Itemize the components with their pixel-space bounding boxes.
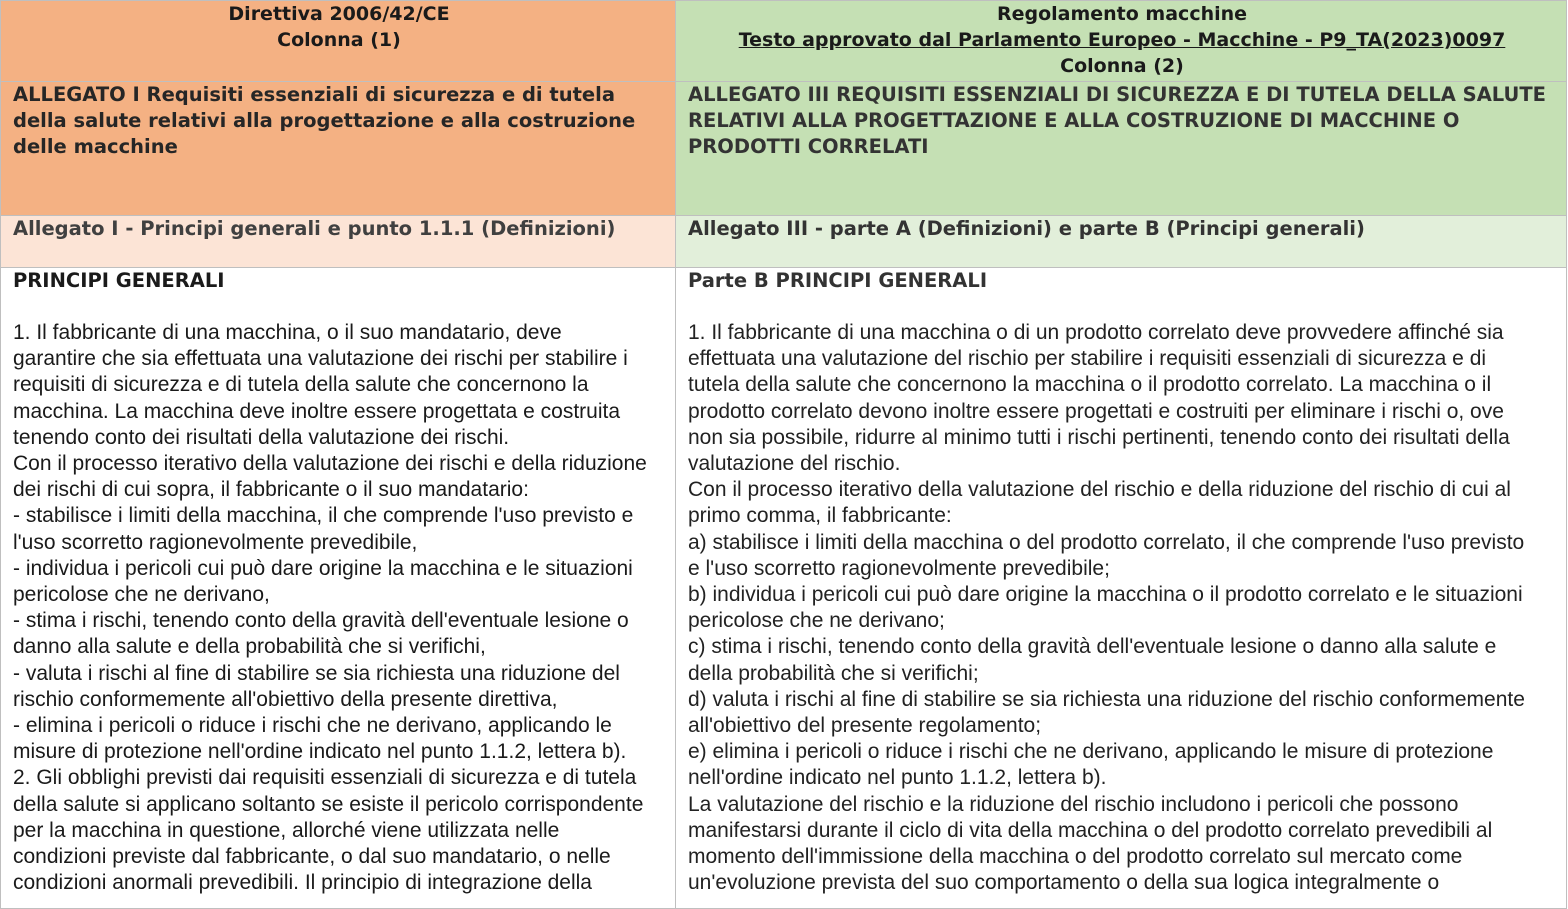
body-left-line: rischio conformemente all'obiettivo della presente direttiva, [13,687,558,711]
body-right-line: non sia possibile, ridurre al minimo tutti i rischi pertinenti, tenendo conto dei risultati della [688,425,1510,449]
subsection-left-cell: Allegato I - Principi generali e punto 1.1.1 (Definizioni) [1,216,676,268]
body-right-title: Parte B PRINCIPI GENERALI [688,269,988,292]
body-left-line: 2. Gli obblighi previsti dai requisiti essenziali di sicurezza e di tutela [13,766,637,790]
body-right-line: Con il processo iterativo della valutazione del rischio e della riduzione del rischio di cui al [688,478,1511,502]
column-label-right: Colonna (2) [1060,55,1184,77]
header-left-cell [1,1,676,82]
body-left-line: misure di protezione nell'ordine indicato nel punto 1.1.2, lettera b). [13,740,627,764]
body-right-line: c) stima i rischi, tenendo conto della gravità dell'eventuale lesione o danno alla salute e [688,635,1497,659]
body-left-line: - elimina i pericoli o riduce i rischi che ne derivano, applicando le [13,714,612,738]
subsection-right-cell: Allegato III - parte A (Definizioni) e parte B (Principi generali) [676,216,1567,268]
body-right-line: nell'ordine indicato nel punto 1.1.2, lettera b). [688,766,1107,790]
body-right-line: della probabilità che si verifichi; [688,661,979,685]
body-right-line: un'evoluzione prevista del suo comportamento o della sua logica integralmente o [688,871,1440,895]
header-right-cell [676,1,1567,82]
body-left-line: - valuta i rischi al fine di stabilire se sia richiesta una riduzione del [13,661,620,685]
annex-row [1,82,1567,216]
body-left-line: condizioni previste dal fabbricante, o dal suo mandatario, o nelle [13,845,611,869]
body-right-line: all'obiettivo del presente regolamento; [688,714,1042,738]
body-right-line: 1. Il fabbricante di una macchina o di un prodotto correlato deve provvedere affinché sia [688,321,1504,344]
body-left-line: - stima i rischi, tenendo conto della gravità dell'eventuale lesione o [13,609,629,633]
header-row [1,1,1567,82]
body-left-text [13,320,665,896]
body-left-line: 1. Il fabbricante di una macchina, o il suo mandatario, deve [13,321,562,344]
body-left-line: - stabilisce i limiti della macchina, il che comprende l'uso previsto e [13,504,634,528]
body-left-line: l'uso scorretto ragionevolmente prevedibile, [13,530,418,554]
body-right-line: tutela della salute che concernono la macchina o il prodotto correlato. La macchina o il [688,373,1492,397]
body-right-line: valutazione del rischio. [688,452,901,476]
body-left-line: Con il processo iterativo della valutazione dei rischi e della riduzione [13,452,647,476]
subsection-row [1,216,1567,268]
regulation-title: Regolamento macchine [996,3,1248,25]
body-right-line: e) elimina i pericoli o riduce i rischi che ne derivano, applicando le misure di protezione [688,740,1494,764]
body-left-line: condizioni anormali prevedibili. Il principio di integrazione della [13,871,592,895]
body-right-line: effettuata una valutazione del rischio per stabilire i requisiti essenziali di sicurezza e di [688,347,1487,371]
directive-title: Direttiva 2006/42/CE [228,3,450,25]
column-label-left: Colonna (1) [277,29,401,51]
body-right-line: La valutazione del rischio e la riduzione del rischio includono i pericoli che possono [688,792,1459,816]
body-left-line: - individua i pericoli cui può dare origine la macchina e le situazioni [13,556,633,580]
annex-right-cell: ALLEGATO III REQUISITI ESSENZIALI DI SICUREZZA E DI TUTELA DELLA SALUTE RELATIVI ALLA PROGETTAZIONE E ALLA COSTRUZIONE DI MACCHINE O PRODOTTI CORRELATI [676,82,1567,216]
body-right-line: primo comma, il fabbricante: [688,504,952,528]
body-left-title: PRINCIPI GENERALI [13,269,225,292]
body-left-line: danno alla salute e della probabilità che si verifichi, [13,635,486,659]
body-left-line: della salute si applicano soltanto se esiste il pericolo corrispondente [13,792,644,816]
body-right-line: a) stabilisce i limiti della macchina o del prodotto correlato, il che comprende l'uso previsto [688,530,1525,554]
regulation-subtitle: Testo approvato dal Parlamento Europeo - Macchine - P9_TA(2023)0097 [738,29,1506,51]
body-left-line: garantire che sia effettuata una valutazione dei rischi per stabilire i [13,347,628,371]
body-right-text [688,320,1556,896]
body-left-line: macchina. La macchina deve inoltre essere progettata e costruita [13,399,621,423]
body-row [1,268,1567,909]
body-left-line: per la macchina in questione, allorché viene utilizzata nelle [13,818,560,842]
annex-left-cell: ALLEGATO I Requisiti essenziali di sicurezza e di tutela della salute relativi alla progettazione e alla costruzione delle macchine [1,82,676,216]
body-left-line: pericolose che ne derivano, [13,583,270,607]
body-left-cell [1,268,676,909]
body-left-line: requisiti di sicurezza e di tutela della salute che concernono la [13,373,589,397]
body-right-line: d) valuta i rischi al fine di stabilire se sia richiesta una riduzione del rischio conformemente [688,687,1525,711]
body-right-line: pericolose che ne derivano; [688,609,945,633]
body-right-line: e l'uso scorretto ragionevolmente prevedibile; [688,556,1110,580]
body-left-line: dei rischi di cui sopra, il fabbricante o il suo mandatario: [13,478,529,502]
body-right-line: momento dell'immissione della macchina o del prodotto correlato sul mercato come [688,845,1463,869]
body-right-line: b) individua i pericoli cui può dare origine la macchina o il prodotto correlato e le situazioni [688,583,1523,607]
body-left-line: tenendo conto dei risultati della valutazione dei rischi. [13,425,510,449]
body-right-cell [676,268,1567,909]
body-right-line: manifestarsi durante il ciclo di vita della macchina o del prodotto correlato prevedibili al [688,818,1493,842]
body-right-line: prodotto correlato devono inoltre essere progettati e costruiti per eliminare i rischi o, ove [688,399,1504,423]
